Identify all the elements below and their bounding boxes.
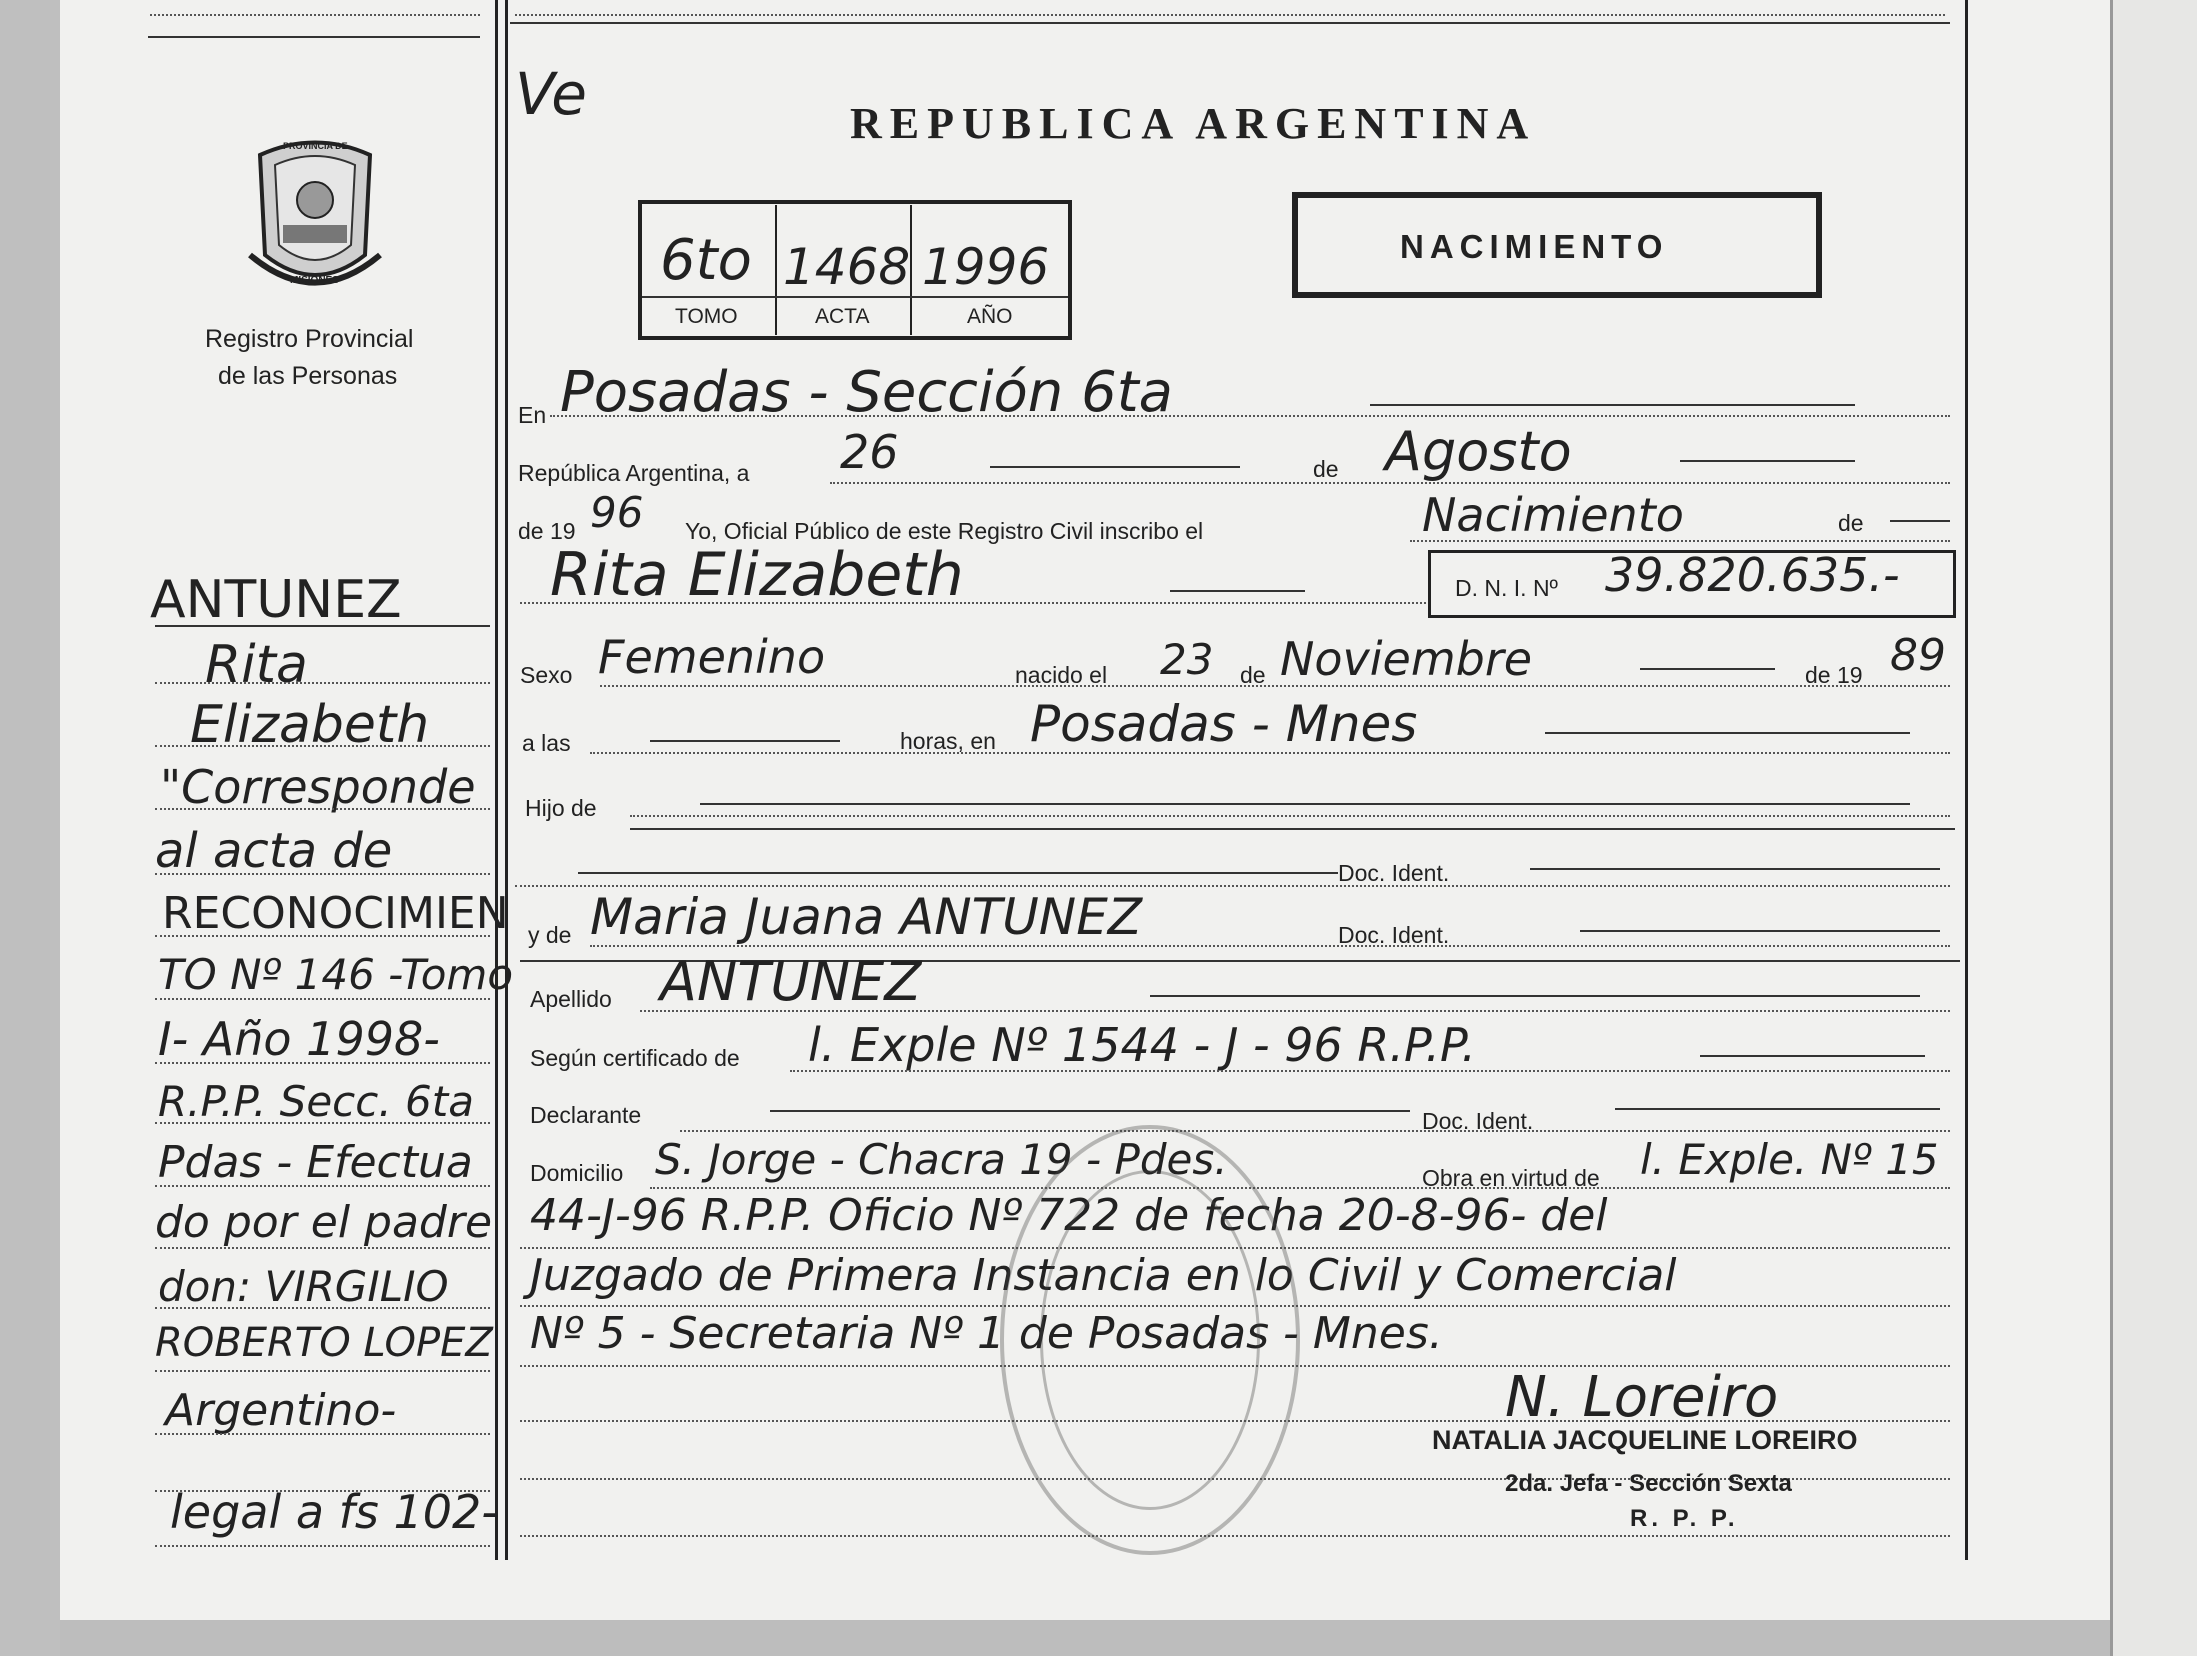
ano-value: 1996 <box>922 238 1050 296</box>
margin-dots-9 <box>155 1185 490 1187</box>
margin-note-line: "Corresponde <box>160 760 476 814</box>
sexo-dots <box>600 685 1950 687</box>
column-divider-inner <box>505 0 508 1560</box>
day-value: 26 <box>840 425 899 479</box>
record-type: NACIMIENTO <box>1400 228 1669 265</box>
a-las-label: a las <box>522 730 571 756</box>
month-value: Agosto <box>1385 420 1572 483</box>
doc-ident-label-3: Doc. Ident. <box>1422 1108 1534 1134</box>
top-rule-right <box>510 22 1950 24</box>
sexo-value: Femenino <box>598 630 826 684</box>
margin-dots-2 <box>155 745 490 747</box>
sexo-label: Sexo <box>520 662 573 688</box>
margin-note-line: I- Año 1998- <box>158 1012 440 1066</box>
father-line-2 <box>630 828 1955 830</box>
birth-day-value: 23 <box>1160 635 1214 684</box>
continuation-dots-6 <box>520 1535 1950 1537</box>
month-line <box>1680 460 1855 462</box>
signatory-office: R. P. P. <box>1630 1505 1739 1532</box>
doc-ident-dots-1 <box>515 885 1950 887</box>
acta-label: ACTA <box>815 305 870 328</box>
name-value: Rita Elizabeth <box>550 540 964 610</box>
day-line <box>990 466 1240 468</box>
date-dots <box>830 482 1950 484</box>
margin-dots-6 <box>155 998 490 1000</box>
margin-dots-5 <box>155 935 490 937</box>
birth-month-value: Noviembre <box>1280 632 1533 686</box>
certificado-line <box>1700 1055 1925 1057</box>
segun-label: Según certificado de <box>530 1045 740 1071</box>
domicilio-dots <box>650 1187 1950 1189</box>
facing-page-edge <box>2110 0 2197 1656</box>
inscribo-label: Yo, Oficial Público de este Registro Civil inscribo el <box>685 518 1204 544</box>
apellido-value: ANTUNEZ <box>660 950 922 1013</box>
margin-rule-1 <box>155 625 490 627</box>
book-page-edge <box>0 0 60 1656</box>
top-rule-left <box>148 36 480 38</box>
top-dotted-rule-right <box>515 14 1945 16</box>
y-de-label: y de <box>528 922 572 948</box>
tomo-value: 6to <box>660 228 752 293</box>
declarante-dots <box>680 1130 1950 1132</box>
doc-ident-line-1 <box>1530 868 1940 870</box>
apellido-dots <box>640 1010 1950 1012</box>
top-dotted-rule-left <box>150 14 480 16</box>
continuation-line: Nº 5 - Secretaria Nº 1 de Posadas - Mnes. <box>530 1308 1443 1359</box>
hour-line <box>650 740 840 742</box>
official-stamp-inner <box>1040 1170 1260 1510</box>
margin-dots-3 <box>155 808 490 810</box>
right-border <box>1965 0 1968 1560</box>
page-bottom-shadow <box>60 1620 2110 1656</box>
margin-dots-12 <box>155 1370 490 1372</box>
father-doc-line <box>578 872 1338 874</box>
margin-dots-4 <box>155 873 490 875</box>
seal-top-text: PROVINCIA DE <box>283 141 348 151</box>
margin-dots-13 <box>155 1433 490 1435</box>
acta-value: 1468 <box>783 238 911 296</box>
doc-ident-line-2 <box>1580 930 1940 932</box>
provincial-seal <box>245 135 385 300</box>
a-las-dots <box>590 752 1950 754</box>
margin-note-line: R.P.P. Secc. 6ta <box>158 1077 474 1126</box>
nacido-label: nacido el <box>1015 662 1108 688</box>
record-box-rule <box>642 296 1068 298</box>
place-dots <box>550 415 1950 417</box>
republica-label: República Argentina, a <box>518 460 750 486</box>
signatory-name: NATALIA JACQUELINE LOREIRO <box>1432 1425 1858 1455</box>
en-label: En <box>518 402 547 428</box>
dni-label: D. N. I. Nº <box>1455 575 1558 601</box>
margin-note-line: don: VIRGILIO <box>158 1262 449 1311</box>
corner-mark: Ve <box>515 60 587 128</box>
margin-dots-1 <box>155 682 490 684</box>
act-type-dots <box>1410 540 1950 542</box>
tomo-label: TOMO <box>675 305 738 328</box>
domicilio-label: Domicilio <box>530 1160 624 1186</box>
place-line <box>1370 404 1855 406</box>
de19-label: de 19 <box>1805 662 1863 688</box>
domicilio-value: S. Jorge - Chacra 19 - Pdes. <box>655 1135 1228 1184</box>
margin-note-line: ROBERTO LOPEZ <box>155 1320 493 1366</box>
doc-ident-label-1: Doc. Ident. <box>1338 860 1450 886</box>
column-divider <box>495 0 498 1560</box>
margin-dots-15 <box>155 1545 490 1547</box>
margin-dots-8 <box>155 1122 490 1124</box>
margin-note-line: ANTUNEZ <box>150 570 402 630</box>
seal-bottom-text: MISIONES <box>290 275 339 286</box>
continuation-line: Juzgado de Primera Instancia en lo Civil y Comercial <box>530 1250 1677 1301</box>
margin-note-line: Rita <box>205 635 308 695</box>
margin-note-line: RECONOCIMIEN <box>162 888 509 939</box>
handwritten-signature: N. Loreiro <box>1505 1365 1779 1430</box>
year-prefix-label: de 19 <box>518 518 576 544</box>
doc-ident-line-3 <box>1615 1108 1940 1110</box>
apellido-line <box>1150 995 1920 997</box>
margin-note-line: TO Nº 146 -Tomo <box>158 950 514 999</box>
margin-note-line: do por el padre <box>155 1197 493 1248</box>
declarante-line <box>770 1110 1410 1112</box>
margin-dots-11 <box>155 1307 490 1309</box>
place-value: Posadas - Sección 6ta <box>560 360 1173 425</box>
birth-place-line <box>1545 732 1910 734</box>
margin-note-line: legal a fs 102- <box>170 1485 498 1539</box>
margin-note-line: Argentino- <box>165 1385 397 1436</box>
birth-year-value: 89 <box>1890 630 1946 681</box>
mother-dots <box>590 945 1950 947</box>
continuation-line: 44-J-96 R.P.P. Oficio Nº 722 de fecha 20-8-96- del <box>530 1190 1608 1241</box>
father-line <box>700 803 1910 805</box>
margin-note-line: Pdas - Efectua <box>158 1137 473 1188</box>
margin-dots-7 <box>155 1062 490 1064</box>
act-type-line <box>1890 520 1950 522</box>
name-line <box>1170 590 1305 592</box>
birth-place-value: Posadas - Mnes <box>1030 695 1418 753</box>
horas-label: horas, en <box>900 728 996 754</box>
obra-label: Obra en virtud de <box>1422 1165 1600 1191</box>
country-title: REPUBLICA ARGENTINA <box>850 99 1537 148</box>
mother-value: Maria Juana ANTUNEZ <box>590 888 1143 946</box>
margin-note-line: Elizabeth <box>190 695 430 755</box>
doc-ident-label-2: Doc. Ident. <box>1338 922 1450 948</box>
declarante-label: Declarante <box>530 1102 642 1128</box>
apellido-label: Apellido <box>530 986 612 1012</box>
father-dots <box>630 815 1950 817</box>
de-label: de <box>1313 456 1339 482</box>
margin-dots-10 <box>155 1247 490 1249</box>
de-label-3: de <box>1240 662 1266 688</box>
year-value: 96 <box>590 488 644 537</box>
agency-name-line2: de las Personas <box>218 362 398 390</box>
agency-name-line1: Registro Provincial <box>205 325 414 353</box>
margin-note-line: al acta de <box>155 823 393 879</box>
record-box-divider-1 <box>775 205 777 335</box>
margin-dots-14 <box>155 1490 490 1492</box>
obra-value: l. Exple. Nº 15 <box>1640 1135 1939 1184</box>
signatory-title: 2da. Jefa - Sección Sexta <box>1505 1470 1792 1497</box>
ano-label: AÑO <box>967 305 1013 328</box>
act-type-value: Nacimiento <box>1422 488 1684 542</box>
birth-month-line <box>1640 668 1775 670</box>
certificado-value: l. Exple Nº 1544 - J - 96 R.P.P. <box>808 1018 1477 1072</box>
certificado-dots <box>790 1070 1950 1072</box>
hijo-label: Hijo de <box>525 795 597 821</box>
record-box-divider-2 <box>910 205 912 335</box>
dni-value: 39.820.635.- <box>1605 548 1900 602</box>
de-label-2: de <box>1838 510 1864 536</box>
name-dots <box>520 602 1430 604</box>
